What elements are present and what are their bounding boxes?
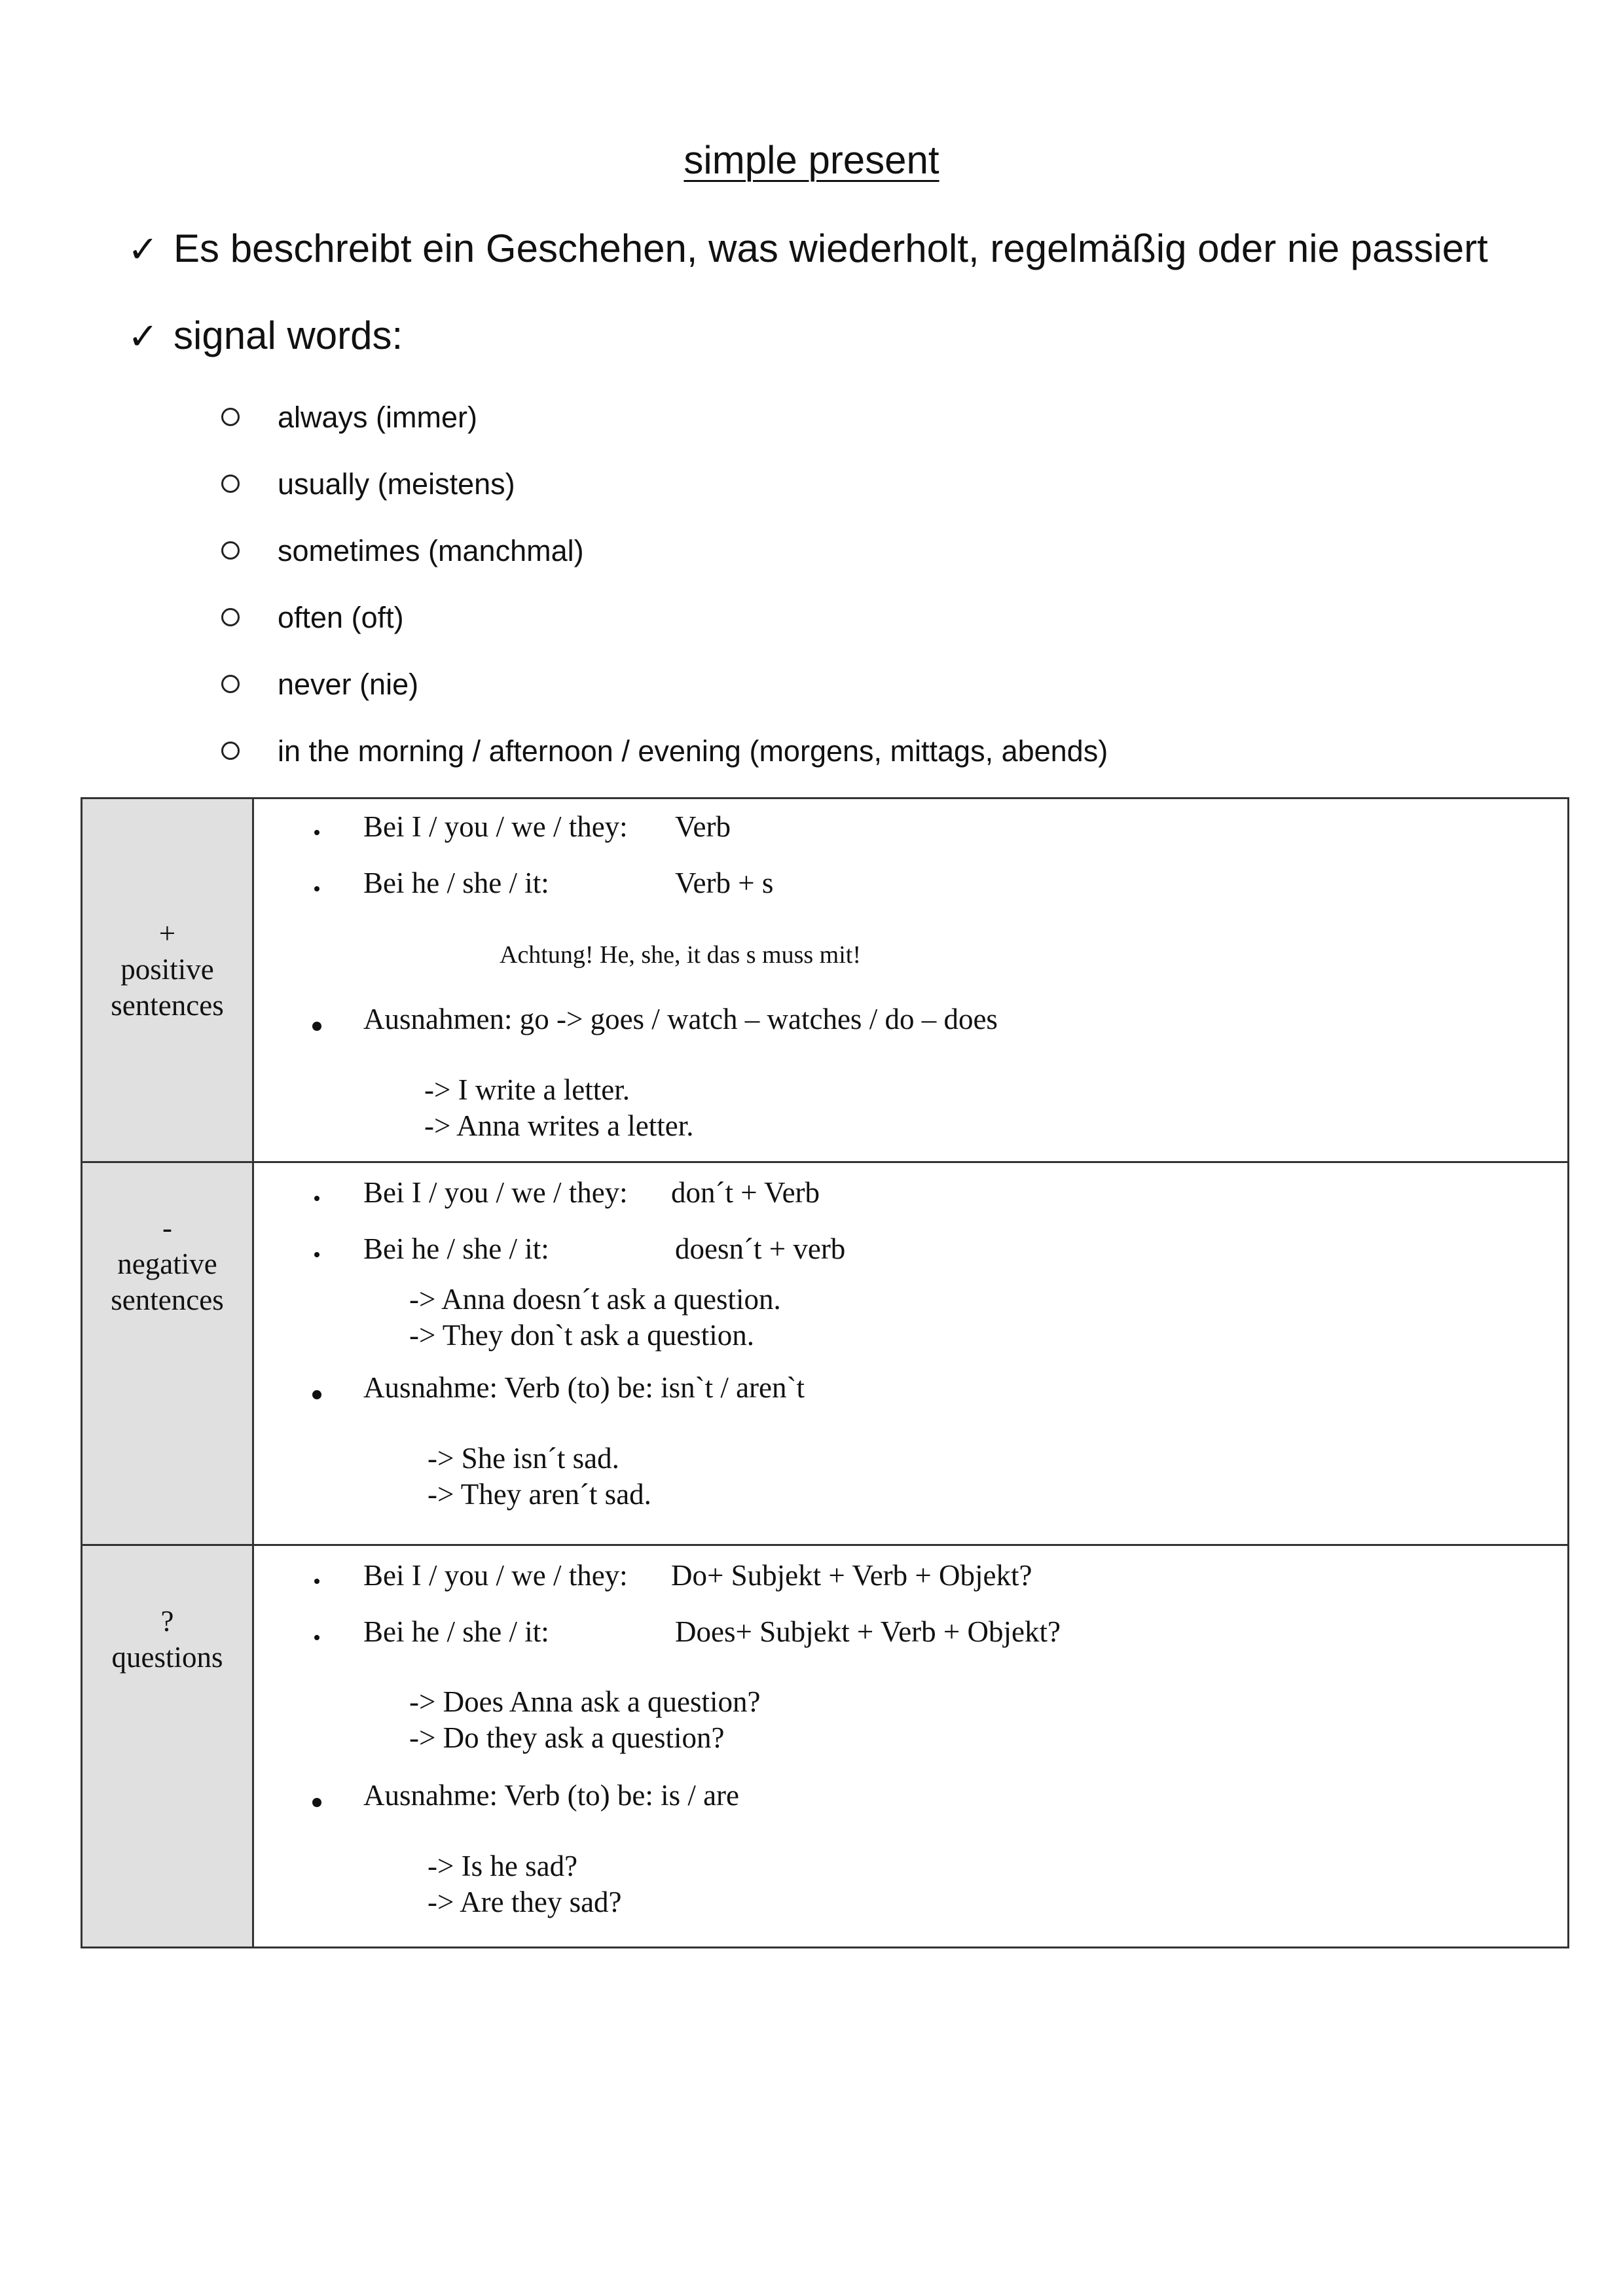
bullet-icon [314,886,319,891]
example: -> Do they ask a question? [409,1721,725,1754]
rule-subject: Bei he / she / it: [363,867,549,899]
circle-bullet-icon [221,408,240,426]
circle-bullet-icon [221,475,240,493]
example: -> I write a letter. [424,1073,630,1106]
signal-word-item: sometimes (manchmal) [221,531,584,571]
bullet-icon [312,1390,321,1399]
intro-point-text: Es beschreibt ein Geschehen, was wiederholt, regelmäßig oder nie passiert [173,226,1488,270]
label-negative: negative [117,1247,217,1280]
rule-form: don´t + Verb [671,1176,820,1209]
rule-subject: Bei I / you / we / they: [363,1559,628,1592]
example: -> Does Anna ask a question? [409,1685,761,1718]
intro-point-text: signal words: [173,314,403,357]
label-cell-positive [82,798,253,1162]
rule-form: Verb [675,810,731,843]
rule-form: Verb + s [675,867,774,899]
signal-word-item: often (oft) [221,598,404,637]
example: -> Is he sad? [428,1850,578,1882]
bullet-icon [314,1579,319,1584]
bullet-icon [312,1022,321,1031]
exception: Ausnahme: Verb (to) be: is / are [363,1779,740,1812]
circle-bullet-icon [221,675,240,693]
signal-word-item: usually (meistens) [221,465,515,504]
bullet-icon [314,1196,319,1201]
rule-form: Does+ Subjekt + Verb + Objekt? [675,1615,1061,1648]
row-negative [82,1162,1569,1545]
example: -> They aren´t sad. [428,1478,651,1511]
rule-subject: Bei I / you / we / they: [363,1176,628,1209]
example: -> They don`t ask a question. [409,1319,754,1352]
rule-subject: Bei I / you / we / they: [363,810,628,843]
circle-bullet-icon [221,742,240,760]
rule-subject: Bei he / she / it: [363,1615,549,1648]
symbol-plus: + [158,917,176,950]
signal-word-item: in the morning / afternoon / evening (morgens, mittags, abends) [221,732,1108,771]
intro-point-description [128,223,1488,276]
example: -> Anna doesn´t ask a question. [409,1283,781,1316]
row-questions [82,1545,1569,1948]
content-cell-negative [253,1162,1569,1545]
bullet-icon [314,1635,319,1640]
bullet-icon [314,1252,319,1257]
example: -> She isn´t sad. [428,1442,619,1475]
checkmark-icon: ✓ [128,228,158,271]
bullet-icon [312,1798,321,1807]
symbol-minus: - [162,1211,172,1244]
example: -> Anna writes a letter. [424,1109,694,1142]
intro-point-signal-words [128,310,403,363]
rule-form: Do+ Subjekt + Verb + Objekt? [671,1559,1032,1592]
note: Achtung! He, she, it das s muss mit! [500,941,862,969]
label-positive: positive [120,953,214,986]
grammar-table [81,797,1569,1948]
exception: Ausnahmen: go -> goes / watch – watches / do – does [363,1003,998,1035]
rule-subject: Bei he / she / it: [363,1232,549,1265]
exception: Ausnahme: Verb (to) be: isn`t / aren`t [363,1371,805,1404]
symbol-question: ? [160,1605,174,1638]
row-positive [82,798,1569,1162]
label-sentences: sentences [111,989,224,1022]
page-title: simple present [684,138,939,182]
signal-word-item: always (immer) [221,398,477,437]
rule-form: doesn´t + verb [675,1232,846,1265]
signal-word-item: never (nie) [221,665,418,704]
checkmark-icon: ✓ [128,315,158,358]
example: -> Are they sad? [428,1886,622,1918]
content-cell-positive [253,798,1569,1162]
circle-bullet-icon [221,541,240,560]
label-cell-negative [82,1162,253,1545]
bullet-icon [314,830,319,835]
label-cell-questions [82,1545,253,1948]
label-questions: questions [111,1641,223,1674]
label-sentences: sentences [111,1283,224,1316]
content-cell-questions [253,1545,1569,1948]
circle-bullet-icon [221,608,240,626]
